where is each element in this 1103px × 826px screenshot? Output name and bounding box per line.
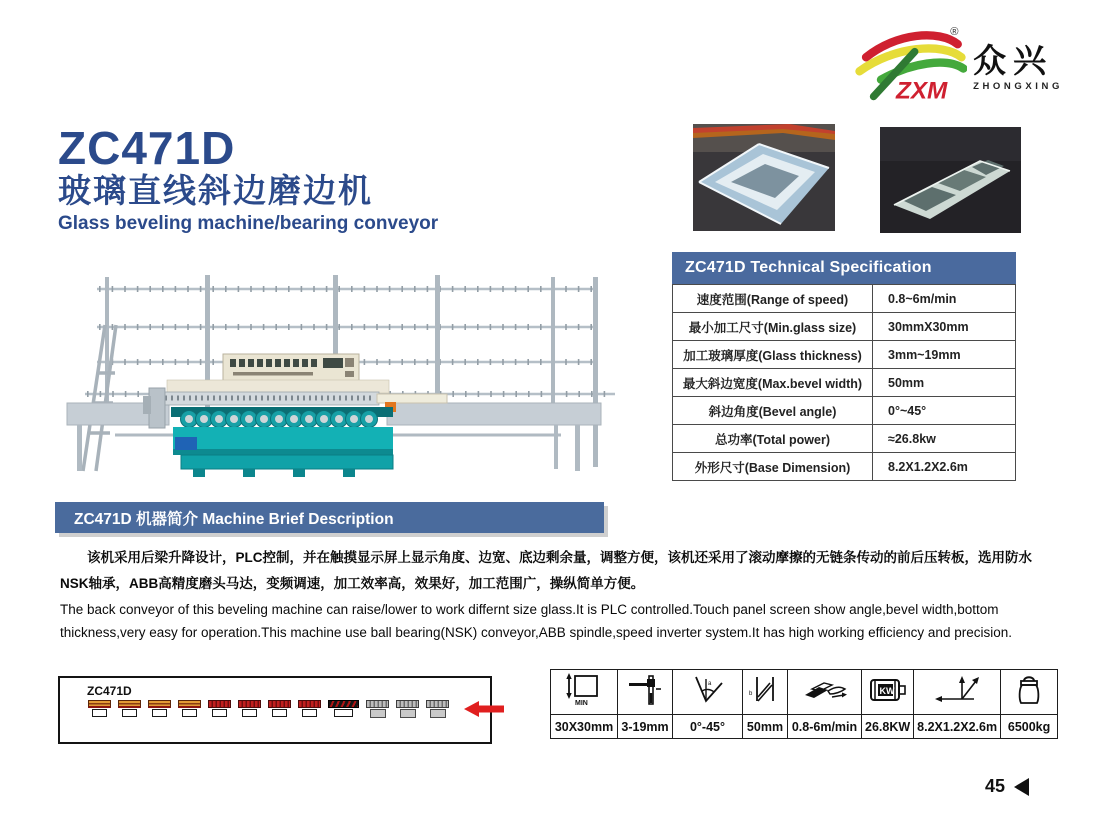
page-corner-triangle-icon — [1014, 778, 1029, 796]
spec-value: 8.2X1.2X2.6m — [873, 453, 1016, 481]
spec-label: 最大斜边宽度(Max.bevel width) — [673, 369, 873, 397]
company-logo — [853, 12, 1063, 110]
svg-text:MIN: MIN — [575, 699, 588, 707]
icon-spec-value: 0.8-6m/min — [788, 715, 862, 739]
min-glass-size-icon — [551, 670, 618, 715]
spec-value: 30mmX30mm — [873, 313, 1016, 341]
svg-text:ZXM: ZXM — [896, 77, 948, 105]
diamond-wheel-icon — [178, 700, 201, 717]
spec-table-header: ZC471D Technical Specification — [672, 252, 1016, 284]
svg-text:®: ® — [950, 25, 959, 38]
page-number-block — [985, 776, 1029, 797]
glass-thickness-icon — [618, 670, 673, 715]
diamond-wheel-icon — [118, 700, 141, 717]
spec-value: 50mm — [873, 369, 1016, 397]
spec-label: 加工玻璃厚度(Glass thickness) — [673, 341, 873, 369]
icon-spec-value: 26.8KW — [862, 715, 914, 739]
bevel-width-icon — [743, 670, 788, 715]
spec-row — [673, 285, 1016, 313]
diamond-wheel-icon — [88, 700, 111, 717]
cerium-wheel-icon — [426, 700, 449, 718]
spec-value: 3mm~19mm — [873, 341, 1016, 369]
description-english: The back conveyor of this beveling machine can raise/lower to work differnt size glass.It is PLC controlled.Touch panel screen show angle,bevel width,bottom thickness,very easy for operation.This machine use ball bearing(NSK) conveyor,ABB spindle,speed inverter system.It has high working efficiency and precision. — [60, 602, 1012, 640]
spec-value: 0°~45° — [873, 397, 1016, 425]
bevel-angle-icon — [673, 670, 743, 715]
product-title-block — [58, 124, 438, 235]
spec-value: ≈26.8kw — [873, 425, 1016, 453]
icon-value-row — [551, 715, 1058, 739]
icon-spec-value: 0°-45° — [673, 715, 743, 739]
svg-text:KW: KW — [879, 685, 895, 696]
icon-spec-value: 8.2X1.2X2.6m — [914, 715, 1001, 739]
dimension-icon — [914, 670, 1001, 715]
beveled-glass-photo-2 — [880, 127, 1021, 238]
spec-row — [673, 369, 1016, 397]
spec-row — [673, 425, 1016, 453]
spec-label: 总功率(Total power) — [673, 425, 873, 453]
logo-wordmark — [973, 44, 1063, 92]
svg-text:b: b — [749, 690, 753, 697]
weight-icon — [1001, 670, 1058, 715]
beveled-glass-photo-1 — [693, 124, 835, 236]
technical-spec-table — [672, 252, 1016, 481]
svg-text:a: a — [707, 680, 711, 687]
speed-icon — [788, 670, 862, 715]
resin-wheel-icon — [268, 700, 291, 717]
power-icon — [862, 670, 914, 715]
spec-label: 最小加工尺寸(Min.glass size) — [673, 313, 873, 341]
description-chinese: 该机采用后梁升降设计，PLC控制，并在触摸显示屏上显示角度、边宽、底边剩余量，调整方便，该机还采用了滚动摩擦的无链条传动的前后压转板，选用防水NSK轴承，ABB高精度磨头马达，变频调速，加工效率高，效果好，加工范围广，操纵简单方便。 — [60, 550, 1032, 592]
cerium-wheel-icon — [396, 700, 419, 718]
spec-label: 斜边角度(Bevel angle) — [673, 397, 873, 425]
resin-wheel-icon — [238, 700, 261, 717]
resin-wheel-icon — [298, 700, 321, 717]
flow-direction-arrow-icon — [464, 701, 504, 722]
polish-wheel-icon — [328, 700, 359, 717]
page-number: 45 — [985, 776, 1006, 796]
spec-row — [673, 453, 1016, 481]
product-model: ZC471D — [58, 122, 236, 174]
wheel-row — [88, 700, 490, 722]
zxm-logo-mark-icon — [853, 15, 967, 107]
icon-spec-value: 50mm — [743, 715, 788, 739]
product-name-cn: 玻璃直线斜边磨边机 — [58, 172, 373, 210]
spec-label: 速度范围(Range of speed) — [673, 285, 873, 313]
spec-label: 外形尺寸(Base Dimension) — [673, 453, 873, 481]
logo-name-cn: 众兴 — [973, 42, 1054, 79]
wheel-arrangement-diagram — [58, 676, 492, 744]
spec-row — [673, 397, 1016, 425]
icon-spec-value: 6500kg — [1001, 715, 1058, 739]
cerium-wheel-icon — [366, 700, 389, 718]
wheel-diagram-model-label: ZC471D — [87, 684, 132, 698]
diamond-wheel-icon — [148, 700, 171, 717]
icon-spec-value: 3-19mm — [618, 715, 673, 739]
product-name-en: Glass beveling machine/bearing conveyor — [58, 213, 439, 235]
icon-row — [551, 670, 1058, 715]
logo-name-en: ZHONGXING — [973, 81, 1063, 92]
spec-table-body — [673, 285, 1016, 481]
icon-spec-strip — [550, 669, 1058, 739]
machine-illustration — [55, 263, 640, 498]
brief-description-bar — [55, 502, 604, 533]
spec-row — [673, 313, 1016, 341]
brief-bar-title: ZC471D 机器简介 Machine Brief Description — [74, 510, 394, 528]
spec-value: 0.8~6m/min — [873, 285, 1016, 313]
spec-row — [673, 341, 1016, 369]
icon-spec-value: 30X30mm — [551, 715, 618, 739]
resin-wheel-icon — [208, 700, 231, 717]
